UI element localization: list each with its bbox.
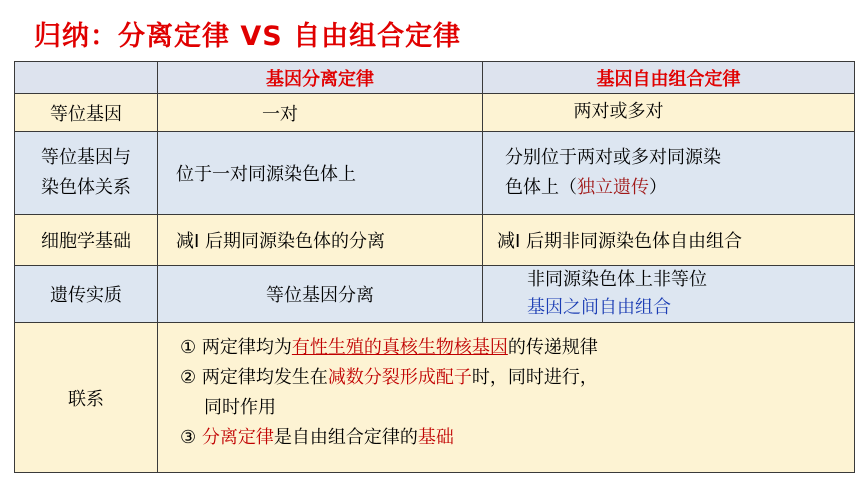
row-label-allele-chromosome bbox=[15, 132, 158, 215]
header-col-independent: 基因自由组合定律 bbox=[483, 62, 855, 94]
row-label-line: 染色体关系 bbox=[41, 177, 131, 198]
slide-title: 归纳：分离定律 VS 自由组合定律 bbox=[34, 21, 462, 52]
item-text: 的传递规律 bbox=[507, 337, 598, 358]
cell-cytology-independent: 减Ⅰ 后期非同源染色体自由组合 bbox=[483, 215, 855, 266]
cell-line: 非同源染色体上非等位 bbox=[527, 269, 707, 290]
relation-item-1 bbox=[180, 333, 854, 363]
item-text: 两定律均为 bbox=[196, 337, 292, 358]
item-text: 两定律均发生在 bbox=[196, 367, 328, 388]
cell-line bbox=[505, 173, 854, 203]
cell-line: 基因之间自由组合 bbox=[527, 297, 671, 318]
row-label-alleles: 等位基因 bbox=[15, 94, 158, 132]
cell-line: 分别位于两对或多对同源染 bbox=[505, 147, 721, 168]
relation-item-3 bbox=[180, 423, 854, 453]
cell-relation bbox=[158, 323, 855, 473]
item-text: 时，同时进行， bbox=[471, 367, 598, 388]
relation-item-2-cont: 同时作用 bbox=[204, 397, 276, 418]
highlight-text: 分离定律 bbox=[201, 427, 274, 448]
highlight-text: 减数分裂形成配子 bbox=[327, 367, 472, 388]
cell-chromosome-segregation: 位于一对同源染色体上 bbox=[158, 132, 483, 215]
cell-text: 两对或多对 bbox=[573, 100, 664, 122]
cell-text: 一对 bbox=[262, 103, 298, 125]
table-row bbox=[15, 132, 855, 215]
row-label-line: 等位基因与 bbox=[41, 147, 131, 168]
header-corner-cell bbox=[15, 62, 158, 94]
cell-cytology-segregation: 减Ⅰ 后期同源染色体的分离 bbox=[158, 215, 483, 266]
cell-alleles-segregation bbox=[158, 94, 483, 132]
comparison-table bbox=[14, 61, 855, 473]
header-col-segregation: 基因分离定律 bbox=[158, 62, 483, 94]
highlight-text: 独立遗传 bbox=[577, 177, 649, 198]
relation-item-2 bbox=[180, 363, 854, 393]
item-number: ① bbox=[180, 337, 197, 358]
table-row bbox=[15, 323, 855, 473]
cell-chromosome-independent bbox=[483, 132, 855, 215]
table-row bbox=[15, 266, 855, 323]
cell-alleles-independent bbox=[483, 94, 855, 132]
table-row bbox=[15, 215, 855, 266]
highlight-text: 基础 bbox=[417, 427, 454, 448]
cell-text: 色体上（ bbox=[505, 177, 577, 198]
relation-list bbox=[158, 323, 854, 453]
cell-essence-independent bbox=[483, 266, 855, 323]
cell-essence-segregation: 等位基因分离 bbox=[158, 266, 483, 323]
item-number: ③ bbox=[180, 427, 197, 448]
row-label-cytology: 细胞学基础 bbox=[15, 215, 158, 266]
item-number: ② bbox=[180, 367, 197, 388]
row-label-essence: 遗传实质 bbox=[15, 266, 158, 323]
item-text: 是自由组合定律的 bbox=[273, 427, 418, 448]
highlight-text: 有性生殖的真核生物核基因 bbox=[291, 337, 508, 358]
table-header-row bbox=[15, 62, 855, 94]
cell-text: ） bbox=[649, 177, 667, 198]
table-row bbox=[15, 94, 855, 132]
row-label-relation: 联系 bbox=[15, 323, 158, 473]
